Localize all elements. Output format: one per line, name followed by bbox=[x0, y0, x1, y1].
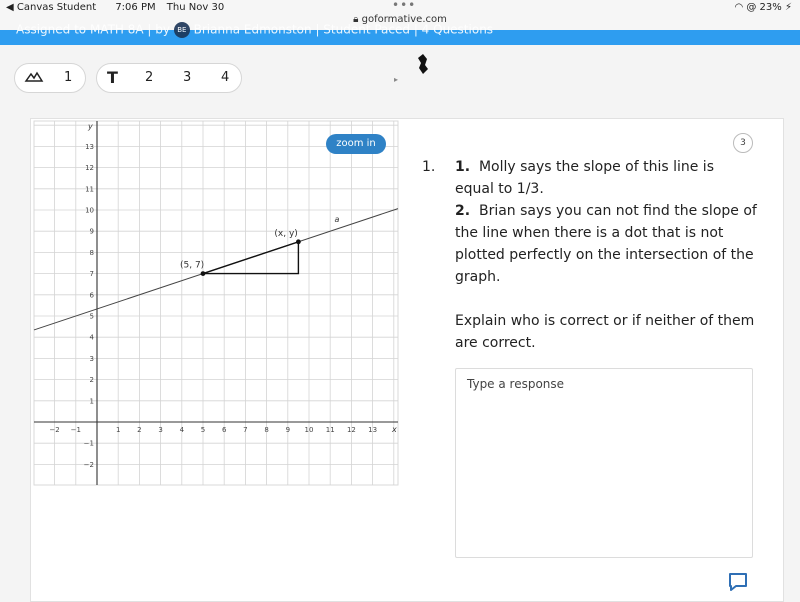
response-input[interactable] bbox=[455, 368, 753, 558]
app-name: Canvas Student bbox=[16, 2, 97, 13]
pace-text: Student Paced bbox=[323, 22, 410, 37]
x-tick-label: 6 bbox=[221, 426, 227, 434]
status-left bbox=[6, 2, 232, 13]
by-text: by bbox=[155, 22, 170, 37]
line-a-label: a bbox=[334, 214, 340, 224]
y-tick-label: 6 bbox=[89, 291, 94, 300]
question-prompt: Explain who is correct or if neither of them are correct. bbox=[455, 313, 755, 351]
tab-dots-icon[interactable]: ••• bbox=[392, 0, 417, 12]
x-tick-label: 10 bbox=[304, 426, 314, 434]
y-tick-label: 4 bbox=[89, 333, 94, 342]
y-tick-label: 5 bbox=[89, 312, 94, 321]
statement-1-number: 1. bbox=[455, 159, 471, 175]
y-tick-label: 2 bbox=[89, 376, 94, 385]
x-tick-label: 12 bbox=[346, 426, 356, 434]
graph-background bbox=[34, 121, 398, 485]
y-tick-label: 1 bbox=[89, 397, 94, 406]
assigned-to-text: Assigned to MATH 8A bbox=[16, 22, 144, 37]
back-to-app-link[interactable]: ◀ Canvas Student bbox=[6, 2, 97, 13]
graph-svg bbox=[34, 121, 398, 485]
status-time: 7:06 PM bbox=[115, 2, 156, 13]
wifi-icon: ◠ bbox=[734, 2, 744, 13]
tool-item-1[interactable]: 1 bbox=[64, 70, 73, 85]
x-tick-label: 7 bbox=[243, 426, 248, 434]
statement-2-number: 2. bbox=[455, 203, 471, 219]
statement-2 bbox=[455, 200, 757, 288]
url-text: goformative.com bbox=[361, 14, 447, 25]
tool-item-3[interactable]: 3 bbox=[183, 70, 192, 85]
drawing-tool-icon[interactable] bbox=[25, 69, 43, 87]
x-tick-label: 11 bbox=[325, 426, 335, 434]
orientation-lock-icon: @ bbox=[746, 2, 757, 13]
response-placeholder: Type a response bbox=[467, 377, 565, 391]
y-tick-label: 3 bbox=[89, 354, 94, 363]
x-tick-label: 2 bbox=[137, 426, 142, 434]
y-tick-label: 12 bbox=[85, 164, 94, 173]
statement-1-text: Molly says the slope of this line is equal to 1/3. bbox=[455, 159, 714, 197]
y-tick-label: 9 bbox=[89, 227, 94, 236]
y-tick-label: 8 bbox=[89, 248, 94, 257]
status-right bbox=[734, 2, 792, 13]
banner-line: Assigned to MATH 8A | by BE Brianna Edmonston | Student Paced | 4 Questions bbox=[16, 22, 494, 37]
y-tick-label: 7 bbox=[89, 270, 94, 279]
x-tick-label: 13 bbox=[368, 426, 378, 434]
zoom-in-button[interactable]: zoom in bbox=[326, 134, 386, 154]
y-axis-label: y bbox=[88, 122, 93, 131]
x-tick-label: 9 bbox=[285, 426, 291, 434]
battery-icon: ⚡︎ bbox=[784, 2, 792, 13]
tool-item-2[interactable]: 2 bbox=[145, 70, 154, 85]
y-tick-label: 11 bbox=[85, 185, 94, 194]
y-tick-label: 10 bbox=[85, 206, 94, 215]
y-tick-label: −2 bbox=[83, 460, 94, 469]
statement-2-text: Brian says you can not find the slope of the line when there is a dot that is not plotted perfectly on the intersection of the graph. bbox=[455, 203, 757, 285]
x-axis-label: x bbox=[392, 425, 397, 434]
question-body bbox=[455, 156, 757, 354]
status-date: Thu Nov 30 bbox=[166, 2, 225, 13]
tool-item-4[interactable]: 4 bbox=[221, 70, 230, 85]
tool-group-text bbox=[96, 63, 242, 93]
x-tick-label: 1 bbox=[115, 426, 121, 434]
battery-percent: 23% bbox=[759, 2, 782, 13]
assignment-banner bbox=[0, 22, 800, 45]
statement-1 bbox=[455, 156, 757, 200]
x-tick-label: 4 bbox=[179, 426, 185, 434]
question-number-badge: 3 bbox=[733, 133, 753, 153]
toolbar bbox=[0, 45, 800, 110]
point-x-y-label: (x, y) bbox=[274, 228, 298, 239]
coordinate-graph[interactable] bbox=[34, 121, 398, 489]
x-tick-label: 8 bbox=[264, 426, 269, 434]
x-tick-label: 5 bbox=[200, 426, 206, 434]
question-number: 1. bbox=[422, 159, 436, 175]
comment-icon[interactable] bbox=[724, 570, 752, 594]
point-5-7-label: (5, 7) bbox=[180, 260, 205, 271]
cursor-mark: ▸ bbox=[394, 75, 399, 84]
x-tick-label: 3 bbox=[158, 426, 163, 434]
pencil-cursor-icon bbox=[416, 53, 430, 79]
teacher-name: Brianna Edmonston bbox=[193, 22, 312, 37]
y-tick-label: 13 bbox=[85, 142, 94, 151]
avatar: BE bbox=[174, 22, 190, 38]
text-tool-icon[interactable]: T bbox=[107, 68, 118, 87]
lock-icon: 🔒︎ bbox=[353, 14, 359, 25]
y-tick-label: −1 bbox=[83, 439, 94, 448]
tool-group-draw bbox=[14, 63, 86, 93]
question-count: 4 Questions bbox=[421, 22, 494, 37]
point-5-7 bbox=[201, 271, 206, 276]
x-tick-label: −1 bbox=[70, 426, 81, 434]
point-x-y bbox=[296, 239, 301, 244]
x-tick-label: −2 bbox=[49, 426, 60, 434]
